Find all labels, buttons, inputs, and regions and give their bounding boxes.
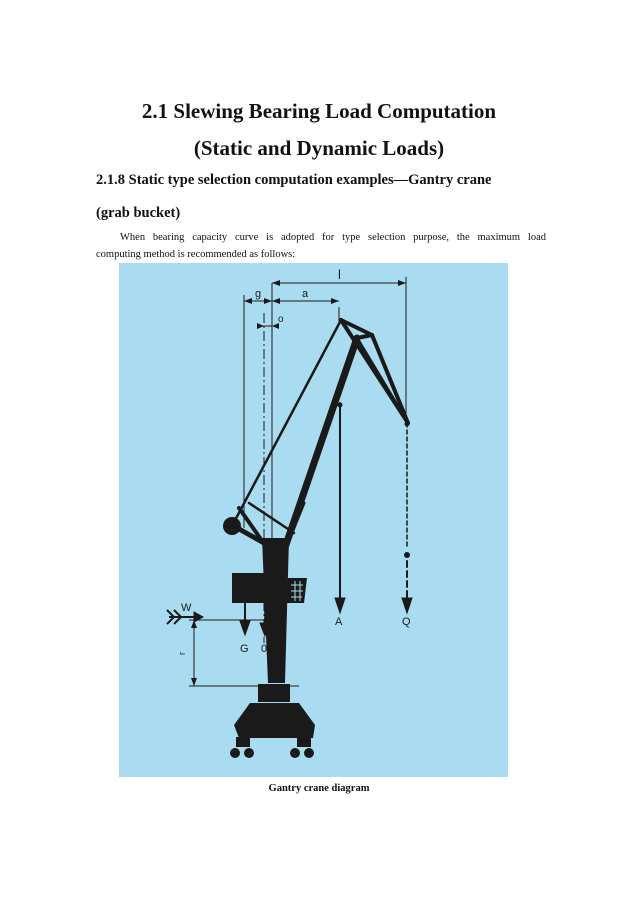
label-l: l [338,267,341,282]
paragraph-line-1: When bearing capacity curve is adopted for type selection purpose, the maximum load [120,232,546,243]
section-heading-line-1: 2.1.8 Static type selection computation examples—Gantry crane [96,172,492,188]
title-line-1: 2.1 Slewing Bearing Load Computation [141,99,497,123]
label-q-force: Q [402,616,411,628]
section-heading-line-2: (grab bucket) [96,205,181,221]
label-o-force: 0 [261,643,268,655]
label-a-force: A [335,616,343,628]
title-line-2: (Static and Dynamic Loads) [193,136,445,160]
crane-diagram [119,263,508,777]
diagram-background [119,263,508,777]
label-w: W [181,602,192,614]
label-r: r [177,652,187,655]
paragraph-line-2: computing method is recommended as follows: [96,249,296,260]
figure-caption: Gantry crane diagram [268,783,370,794]
label-a: a [302,288,309,300]
label-o: o [278,314,284,325]
label-g-force: G [240,643,249,655]
label-g: g [255,288,262,300]
